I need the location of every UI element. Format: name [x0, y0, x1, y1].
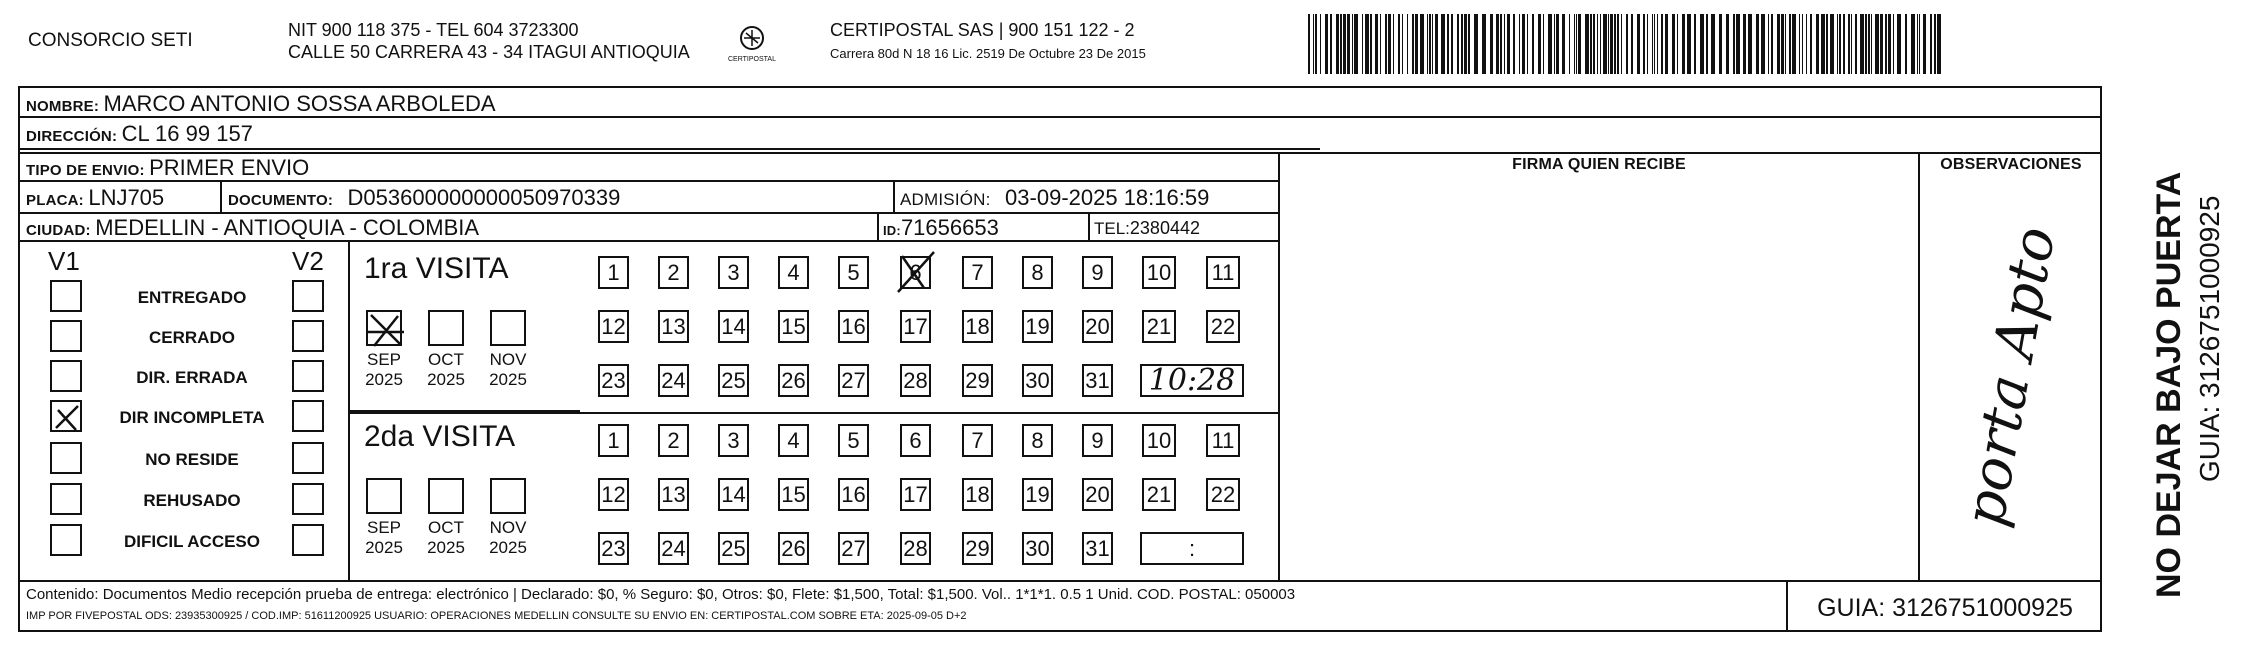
month-checkbox-nov[interactable] — [490, 478, 526, 514]
barcode-bar — [1802, 14, 1803, 74]
barcode-bar — [1771, 14, 1773, 74]
admision-value: 03-09-2025 18:16:59 — [1005, 185, 1210, 210]
v1-checkbox[interactable] — [50, 400, 82, 432]
admision-field — [900, 185, 1209, 211]
barcode-bar — [1590, 14, 1592, 74]
barcode-bar — [1888, 14, 1891, 74]
side-guia: GUIA: 3126751000925 — [2194, 195, 2225, 482]
documento-field — [228, 185, 620, 211]
ciudad-label: CIUDAD: — [26, 222, 91, 239]
visit1-time[interactable]: 10:28 — [1140, 364, 1244, 397]
barcode-bar — [1843, 14, 1845, 74]
barcode-bar — [1522, 14, 1525, 74]
day-box-23[interactable]: 23 — [598, 532, 629, 565]
documento-value: D053600000000050970339 — [347, 185, 621, 210]
barcode-bar — [1412, 14, 1414, 74]
barcode-bar — [1336, 14, 1339, 74]
year-label: 2025 — [489, 370, 527, 389]
barcode-bar — [1919, 14, 1920, 74]
barcode-bar — [1610, 14, 1613, 74]
month-label: SEP — [366, 518, 402, 537]
barcode-bar — [1806, 14, 1807, 74]
status-reason-label: DIFICIL ACCESO — [123, 532, 260, 551]
barcode-bar — [1665, 14, 1668, 74]
barcode-bar — [1661, 14, 1663, 74]
barcode-bar — [1789, 14, 1791, 74]
barcode-bar — [1527, 14, 1528, 74]
barcode-bar — [1532, 14, 1534, 74]
barcode-bar — [1694, 14, 1696, 74]
barcode-bar — [1461, 14, 1463, 74]
day-box-27[interactable]: 27 — [838, 364, 869, 397]
barcode-bar — [1614, 14, 1616, 74]
barcode-bar — [1743, 14, 1746, 74]
day-box-17[interactable]: 17 — [900, 310, 931, 343]
day-box-31[interactable]: 31 — [1082, 364, 1113, 397]
barcode-bar — [1340, 14, 1342, 74]
barcode-bar — [1880, 14, 1883, 74]
day-box-11[interactable]: 11 — [1206, 424, 1240, 457]
v1-label: V1 — [48, 246, 80, 276]
day-box-18[interactable]: 18 — [962, 310, 993, 343]
barcode-bar — [1496, 14, 1499, 74]
barcode-bar — [1490, 14, 1493, 74]
day-box-9[interactable]: 9 — [1082, 424, 1113, 457]
day-box-14[interactable]: 14 — [718, 310, 749, 343]
barcode-bar — [1402, 14, 1403, 74]
day-box-12[interactable]: 12 — [598, 478, 629, 511]
barcode-bar — [1556, 14, 1559, 74]
day-box-1[interactable]: 1 — [598, 256, 629, 289]
firma-label: FIRMA QUIEN RECIBE — [1512, 156, 1686, 173]
barcode-bar — [1407, 14, 1408, 74]
placa-value: LNJ705 — [88, 185, 165, 210]
barcode-bar — [1362, 14, 1363, 74]
status-reason-label: DIR INCOMPLETA — [119, 408, 265, 427]
direccion-field — [26, 121, 253, 147]
nombre-value: MARCO ANTONIO SOSSA ARBOLEDA — [103, 91, 496, 116]
barcode-bar — [1603, 14, 1607, 74]
barcode-bar — [1792, 14, 1796, 74]
barcode-bar — [1826, 14, 1828, 74]
barcode-bar — [1347, 14, 1350, 74]
barcode-bar — [1934, 14, 1936, 74]
day-box-1[interactable]: 1 — [598, 424, 629, 457]
barcode-bar — [1435, 14, 1438, 74]
nombre-field — [26, 91, 496, 117]
tipo-envio-field — [26, 155, 309, 181]
day-box-28[interactable]: 28 — [900, 532, 931, 565]
carrier-license: Carrera 80d N 18 16 Lic. 2519 De Octubre 23 De 2015 — [830, 46, 1146, 61]
check-mark-icon — [52, 402, 84, 434]
day-box-25[interactable]: 25 — [718, 364, 749, 397]
barcode-bar — [1380, 14, 1381, 74]
day-box-30[interactable]: 30 — [1022, 364, 1053, 397]
barcode-bar — [1507, 14, 1510, 74]
day-box-23[interactable]: 23 — [598, 364, 629, 397]
day-box-16[interactable]: 16 — [838, 310, 869, 343]
day-box-9[interactable]: 9 — [1082, 256, 1113, 289]
no-dejar-warning: NO DEJAR BAJO PUERTA — [2150, 171, 2188, 598]
barcode-bar — [1504, 14, 1505, 74]
day-box-5[interactable]: 5 — [838, 424, 869, 457]
barcode-bar — [1726, 14, 1729, 74]
barcode-bar — [1543, 14, 1544, 74]
barcode-bar — [1672, 14, 1675, 74]
day-box-4[interactable]: 4 — [778, 424, 809, 457]
tel-field — [1094, 218, 1200, 239]
barcode-bar — [1700, 14, 1704, 74]
check-mark-icon — [368, 312, 404, 348]
barcode-bar — [1848, 14, 1850, 74]
ciudad-value: MEDELLIN - ANTIOQUIA - COLOMBIA — [95, 215, 480, 240]
barcode-bar — [1562, 14, 1565, 74]
day-box-10[interactable]: 10 — [1142, 424, 1176, 457]
signature-area[interactable] — [1282, 182, 1916, 578]
day-box-6[interactable]: 6 — [900, 256, 931, 289]
id-label: ID: — [883, 223, 901, 238]
month-checkbox-sep[interactable] — [366, 310, 402, 346]
month-label: SEP — [366, 350, 402, 369]
barcode-bar — [1885, 14, 1887, 74]
barcode-bar — [1574, 14, 1575, 74]
barcode-bar — [1500, 14, 1502, 74]
barcode-bar — [1830, 14, 1834, 74]
certipostal-logo — [728, 22, 776, 68]
barcode-bar — [1352, 14, 1353, 74]
year-label: 2025 — [427, 538, 465, 557]
barcode-bar — [1799, 14, 1800, 74]
day-box-12[interactable]: 12 — [598, 310, 629, 343]
barcode-bar — [1637, 14, 1640, 74]
day-box-29[interactable]: 29 — [962, 532, 993, 565]
day-box-24[interactable]: 24 — [658, 532, 689, 565]
logo-text: CERTIPOSTAL — [728, 56, 776, 63]
barcode-bar — [1733, 14, 1735, 74]
barcode-bar — [1608, 14, 1609, 74]
barcode-bar — [1554, 14, 1555, 74]
barcode-bar — [1711, 14, 1715, 74]
year-label: 2025 — [489, 538, 527, 557]
barcode-bar — [1652, 14, 1653, 74]
barcode-bar — [1706, 14, 1708, 74]
day-box-20[interactable]: 20 — [1082, 478, 1113, 511]
observation-handwriting: porta Apto — [1952, 222, 2069, 532]
status-reason-label: CERRADO — [149, 328, 235, 347]
day-box-19[interactable]: 19 — [1022, 478, 1053, 511]
status-reason-label: DIR. ERRADA — [136, 368, 248, 387]
barcode-bar — [1897, 14, 1901, 74]
day-box-4[interactable]: 4 — [778, 256, 809, 289]
day-box-18[interactable]: 18 — [962, 478, 993, 511]
barcode-bar — [1855, 14, 1857, 74]
barcode-bar — [1441, 14, 1445, 74]
barcode-bar — [1576, 14, 1577, 74]
barcode-bar — [1761, 14, 1765, 74]
barcode-bar — [1860, 14, 1864, 74]
barcode-bar — [1320, 14, 1321, 74]
day-box-8[interactable]: 8 — [1022, 256, 1053, 289]
barcode-bar — [1851, 14, 1852, 74]
v2-checkbox[interactable] — [292, 280, 324, 312]
day-box-15[interactable]: 15 — [778, 310, 809, 343]
barcode-bar — [1875, 14, 1879, 74]
v2-checkbox[interactable] — [292, 400, 324, 432]
barcode-bar — [1617, 14, 1619, 74]
barcode-bar — [1370, 14, 1372, 74]
barcode-bar — [1768, 14, 1769, 74]
month-checkbox-sep[interactable] — [366, 478, 402, 514]
barcode-bar — [1871, 14, 1872, 74]
placa-label: PLACA: — [26, 192, 84, 209]
day-box-7[interactable]: 7 — [962, 256, 993, 289]
barcode-bar — [1393, 14, 1394, 74]
direccion-label: DIRECCIÓN: — [26, 128, 118, 145]
documento-label: DOCUMENTO: — [228, 192, 334, 209]
barcode-graphic — [1308, 14, 1944, 74]
barcode-bar — [1375, 14, 1378, 74]
barcode-bar — [1365, 14, 1369, 74]
month-label: NOV — [489, 518, 527, 537]
status-reason-label: NO RESIDE — [145, 450, 239, 469]
observaciones-label: OBSERVACIONES — [1940, 156, 2082, 173]
v1-checkbox[interactable] — [50, 524, 82, 556]
barcode-bar — [1777, 14, 1780, 74]
day-box-28[interactable]: 28 — [900, 364, 931, 397]
month-checkbox-nov[interactable] — [490, 310, 526, 346]
barcode-bar — [1917, 14, 1918, 74]
barcode-bar — [1657, 14, 1658, 74]
carrier-line: CERTIPOSTAL SAS | 900 151 122 - 2 — [830, 20, 1135, 40]
day-box-15[interactable]: 15 — [778, 478, 809, 511]
barcode-bar — [1837, 14, 1838, 74]
day-box-5[interactable]: 5 — [838, 256, 869, 289]
barcode-bar — [1330, 14, 1332, 74]
v1-checkbox[interactable] — [50, 442, 82, 474]
barcode-bar — [1756, 14, 1759, 74]
barcode-bar — [1464, 14, 1467, 74]
tipo-label: TIPO DE ENVIO: — [26, 162, 145, 179]
barcode-bar — [1578, 14, 1581, 74]
day-box-17[interactable]: 17 — [900, 478, 931, 511]
barcode-bar — [1482, 14, 1486, 74]
barcode-bar — [1415, 14, 1418, 74]
v1-checkbox[interactable] — [50, 320, 82, 352]
day-box-22[interactable]: 22 — [1206, 310, 1240, 343]
barcode-bar — [1343, 14, 1346, 74]
barcode-bar — [1930, 14, 1932, 74]
footer-contenido: Contenido: Documentos Medio recepción prueba de entrega: electrónico | Declarado: $0, % Seguro: $0, Otros: $0, Flete: $1,500, Total: $1,500. Vol.. 1*1*1. 0.5 1 Unid. COD. POSTAL: 050003 — [26, 586, 1296, 603]
day-box-13[interactable]: 13 — [658, 310, 689, 343]
v2-checkbox[interactable] — [292, 360, 324, 392]
placa-field — [26, 185, 164, 211]
barcode-bar — [1325, 14, 1328, 74]
month-label: OCT — [428, 350, 464, 369]
day-box-29[interactable]: 29 — [962, 364, 993, 397]
month-label: NOV — [489, 350, 527, 369]
day-box-14[interactable]: 14 — [718, 478, 749, 511]
visit2-time[interactable]: : — [1140, 532, 1244, 565]
day-box-7[interactable]: 7 — [962, 424, 993, 457]
barcode-bar — [1385, 14, 1387, 74]
admision-label: ADMISIÓN: — [900, 190, 991, 209]
company-name: CONSORCIO SETI — [28, 30, 193, 51]
day-box-3[interactable]: 3 — [718, 256, 749, 289]
barcode-bar — [1736, 14, 1740, 74]
barcode-bar — [1643, 14, 1645, 74]
barcode-bar — [1315, 14, 1317, 74]
direccion-value: CL 16 99 157 — [121, 121, 253, 146]
address-line: CALLE 50 CARRERA 43 - 34 ITAGUI ANTIOQUIA — [288, 42, 690, 62]
v1-checkbox[interactable] — [50, 483, 82, 515]
nombre-label: NOMBRE: — [26, 98, 100, 115]
barcode-bar — [1513, 14, 1515, 74]
day-box-21[interactable]: 21 — [1142, 478, 1176, 511]
v2-label: V2 — [292, 246, 324, 276]
year-label: 2025 — [365, 538, 403, 557]
status-reason-label: ENTREGADO — [137, 288, 247, 307]
barcode-bar — [1893, 14, 1894, 74]
barcode-bar — [1538, 14, 1541, 74]
barcode-bar — [1839, 14, 1841, 74]
day-box-6[interactable]: 6 — [900, 424, 931, 457]
barcode-bar — [1687, 14, 1691, 74]
barcode-bar — [1937, 14, 1941, 74]
day-box-8[interactable]: 8 — [1022, 424, 1053, 457]
barcode-bar — [1868, 14, 1870, 74]
day-box-21[interactable]: 21 — [1142, 310, 1176, 343]
day-box-11[interactable]: 11 — [1206, 256, 1240, 289]
day-box-22[interactable]: 22 — [1206, 478, 1240, 511]
day-box-16[interactable]: 16 — [838, 478, 869, 511]
barcode-bar — [1621, 14, 1622, 74]
day-box-27[interactable]: 27 — [838, 532, 869, 565]
barcode-bar — [1923, 14, 1926, 74]
barcode-bar — [1810, 14, 1812, 74]
barcode-bar — [1569, 14, 1570, 74]
barcode-bar — [1432, 14, 1433, 74]
barcode-bar — [1600, 14, 1601, 74]
barcode-bar — [1313, 14, 1314, 74]
day-box-10[interactable]: 10 — [1142, 256, 1176, 289]
barcode-bar — [1398, 14, 1400, 74]
status-reason-label: REHUSADO — [143, 491, 241, 510]
barcode-bar — [1457, 14, 1459, 74]
day-box-2[interactable]: 2 — [658, 424, 689, 457]
v2-checkbox[interactable] — [292, 442, 324, 474]
barcode-bar — [1468, 14, 1470, 74]
barcode-bar — [1427, 14, 1428, 74]
v2-checkbox[interactable] — [292, 524, 324, 556]
day-box-30[interactable]: 30 — [1022, 532, 1053, 565]
barcode-bar — [1585, 14, 1589, 74]
month-label: OCT — [428, 518, 464, 537]
barcode-bar — [1354, 14, 1358, 74]
tel-value: 2380442 — [1129, 218, 1200, 238]
footer-imp: IMP POR FIVEPOSTAL ODS: 23935300925 / COD.IMP: 51611200925 USUARIO: OPERACIONES MEDELLIN CONSULTE SU ENVIO EN: CERTIPOSTAL.COM SOBRE ETA: 2025-09-05 D+2 — [26, 610, 967, 622]
barcode-bar — [1654, 14, 1655, 74]
day-box-19[interactable]: 19 — [1022, 310, 1053, 343]
ciudad-field — [26, 215, 479, 241]
tipo-value: PRIMER ENVIO — [149, 155, 310, 180]
nit-line: NIT 900 118 375 - TEL 604 3723300 — [288, 20, 579, 40]
barcode-bar — [1474, 14, 1478, 74]
visit1-title: 1ra VISITA — [364, 252, 509, 285]
year-label: 2025 — [427, 370, 465, 389]
barcode-bar — [1865, 14, 1867, 74]
barcode-bar — [1593, 14, 1595, 74]
barcode-bar — [1519, 14, 1520, 74]
barcode-bar — [1647, 14, 1648, 74]
day-box-20[interactable]: 20 — [1082, 310, 1113, 343]
v2-checkbox[interactable] — [292, 320, 324, 352]
v1-checkbox[interactable] — [50, 360, 82, 392]
id-field — [883, 215, 999, 241]
barcode-bar — [1719, 14, 1722, 74]
day-box-25[interactable]: 25 — [718, 532, 749, 565]
barcode-bar — [1816, 14, 1819, 74]
barcode-bar — [1677, 14, 1678, 74]
day-box-13[interactable]: 13 — [658, 478, 689, 511]
barcode-bar — [1626, 14, 1628, 74]
id-value: 71656653 — [900, 215, 999, 240]
v1-checkbox[interactable] — [50, 280, 82, 312]
barcode-bar — [1597, 14, 1598, 74]
month-checkbox-oct[interactable] — [428, 310, 464, 346]
day-box-24[interactable]: 24 — [658, 364, 689, 397]
day-box-31[interactable]: 31 — [1082, 532, 1113, 565]
v2-checkbox[interactable] — [292, 483, 324, 515]
month-checkbox-oct[interactable] — [428, 478, 464, 514]
tel-label: TEL: — [1094, 219, 1130, 238]
day-box-26[interactable]: 26 — [778, 364, 809, 397]
barcode-bar — [1420, 14, 1424, 74]
footer-guia: GUIA: 3126751000925 — [1817, 594, 2073, 622]
day-box-3[interactable]: 3 — [718, 424, 749, 457]
barcode-bar — [1821, 14, 1825, 74]
barcode-bar — [1548, 14, 1552, 74]
barcode — [1308, 14, 1944, 74]
barcode-bar — [1748, 14, 1752, 74]
barcode-bar — [1905, 14, 1907, 74]
barcode-bar — [1308, 14, 1310, 74]
barcode-bar — [1388, 14, 1391, 74]
barcode-bar — [1781, 14, 1784, 74]
year-label: 2025 — [365, 370, 403, 389]
day-box-26[interactable]: 26 — [778, 532, 809, 565]
barcode-bar — [1682, 14, 1685, 74]
day-box-2[interactable]: 2 — [658, 256, 689, 289]
barcode-bar — [1429, 14, 1431, 74]
day-check-mark-icon — [894, 248, 938, 303]
barcode-bar — [1785, 14, 1786, 74]
barcode-bar — [1631, 14, 1633, 74]
visit2-title: 2da VISITA — [364, 420, 516, 453]
barcode-bar — [1451, 14, 1453, 74]
barcode-bar — [1447, 14, 1449, 74]
barcode-bar — [1911, 14, 1915, 74]
